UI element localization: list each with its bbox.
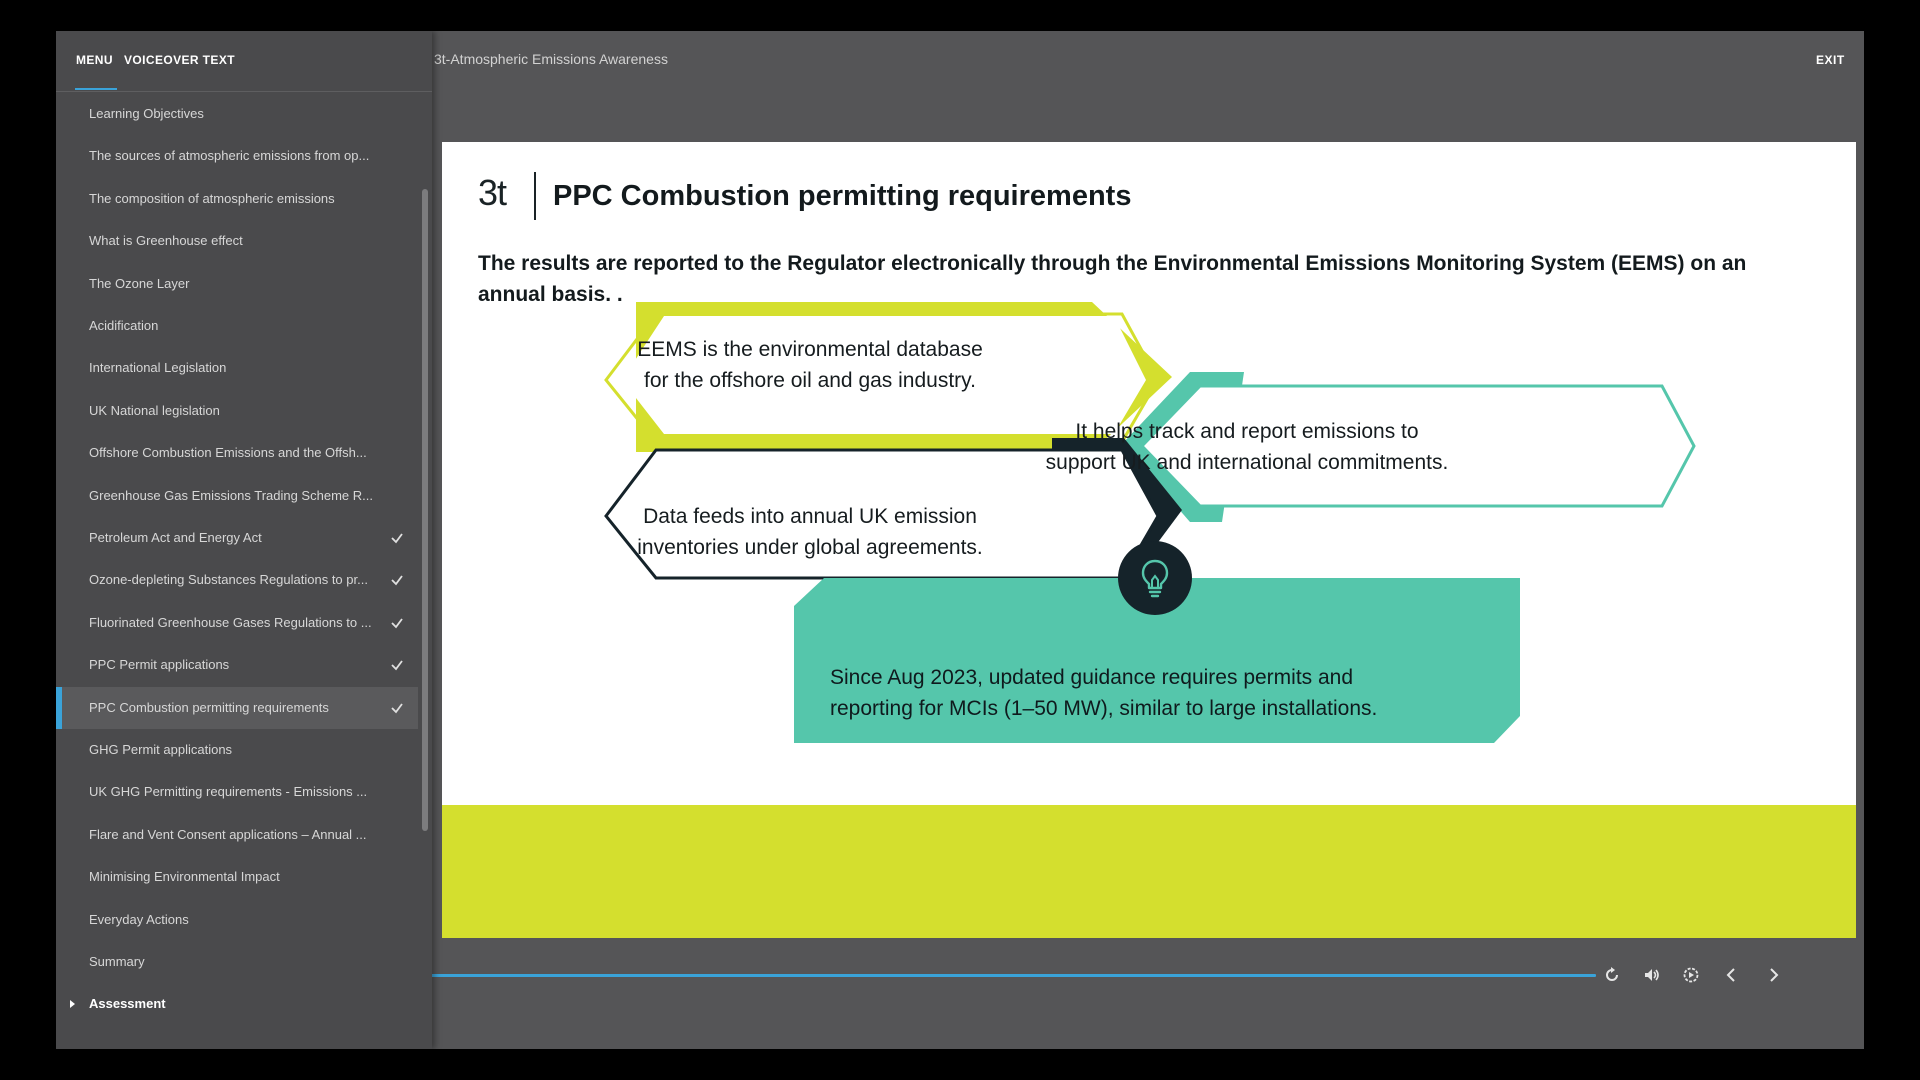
sidebar-item[interactable]	[56, 263, 418, 305]
sidebar-item-label: Learning Objectives	[89, 106, 204, 121]
lime-background-band	[442, 805, 1856, 938]
sidebar-item[interactable]	[56, 390, 418, 432]
sidebar-item[interactable]	[56, 559, 418, 601]
hexagon-teal-text-line: It helps track and report emissions to	[1075, 420, 1419, 443]
sidebar-item-label: PPC Permit applications	[89, 657, 230, 673]
sidebar-item[interactable]	[56, 602, 418, 644]
hexagon-teal-text-line: support UK and international commitments.	[1045, 451, 1449, 474]
hexagon-navy-text-line: inventories under global agreements.	[637, 536, 983, 559]
sidebar	[56, 31, 432, 1049]
lightbulb-icon	[1139, 558, 1171, 598]
sidebar-item-label: Minimising Environmental Impact	[89, 869, 280, 885]
logo-divider	[534, 172, 536, 220]
progress-bar[interactable]	[428, 974, 1596, 977]
hexagon-lime-text-line: EEMS is the environmental database	[637, 338, 983, 361]
progress-bar-fill	[428, 974, 1596, 977]
sidebar-item-label: Acidification	[89, 318, 159, 333]
sidebar-item-label: Flare and Vent Consent applications – Annual ...	[89, 826, 367, 842]
previous-slide-button[interactable]	[1724, 966, 1738, 984]
tip-text-line: Since Aug 2023, updated guidance requires permits and	[830, 666, 1354, 689]
hexagon-teal-text	[1007, 416, 1487, 478]
brand-logo-3t: 3t	[478, 172, 507, 213]
hexagon-navy-text-line: Data feeds into annual UK emission	[643, 505, 977, 528]
next-slide-button[interactable]	[1767, 966, 1781, 984]
sidebar-item[interactable]	[56, 687, 418, 729]
sidebar-item-label: Assessment	[89, 996, 166, 1012]
sidebar-item[interactable]	[56, 729, 418, 771]
sidebar-item[interactable]	[56, 517, 418, 559]
tab-menu[interactable]: MENU	[76, 53, 113, 67]
sidebar-item[interactable]	[56, 220, 418, 262]
tip-text	[830, 662, 1450, 724]
slide-subtitle: The results are reported to the Regulator electronically through the Environmental Emissions Monitoring System (EEMS) on an annual basis. .	[478, 252, 1747, 306]
sidebar-item-label: UK National legislation	[89, 402, 220, 418]
checkmark-icon	[390, 701, 404, 715]
course-title: 3t-Atmospheric Emissions Awareness	[434, 51, 668, 67]
sidebar-item[interactable]	[56, 347, 418, 389]
sidebar-scrollbar-thumb[interactable]	[422, 189, 428, 831]
sidebar-item-label: UK GHG Permitting requirements - Emissions ...	[89, 784, 368, 800]
volume-button[interactable]	[1643, 966, 1661, 984]
menu-list	[56, 91, 418, 1049]
sidebar-item-label: Petroleum Act and Energy Act	[89, 530, 262, 545]
sidebar-item-label: International Legislation	[89, 360, 227, 376]
sidebar-item[interactable]	[56, 856, 418, 898]
checkmark-icon	[390, 531, 404, 545]
sidebar-item-label: Ozone-depleting Substances Regulations to pr...	[89, 572, 368, 588]
sidebar-item-label: The composition of atmospheric emissions	[89, 190, 335, 206]
checkmark-icon	[390, 573, 404, 587]
replay-button[interactable]	[1603, 966, 1621, 984]
sidebar-item[interactable]	[56, 983, 418, 1025]
hexagon-lime-text	[610, 334, 1010, 396]
tab-voiceover-text[interactable]: VOICEOVER TEXT	[124, 53, 235, 67]
sidebar-item[interactable]	[56, 135, 418, 177]
sidebar-item-label: The Ozone Layer	[89, 275, 190, 291]
exit-button[interactable]: EXIT	[1816, 53, 1845, 67]
slide-title: PPC Combustion permitting requirements	[553, 180, 1132, 212]
checkmark-icon	[390, 616, 404, 630]
sidebar-item[interactable]	[56, 178, 418, 220]
sidebar-item[interactable]	[56, 771, 418, 813]
sidebar-item[interactable]	[56, 475, 418, 517]
active-item-indicator	[56, 687, 62, 729]
sidebar-item-label: Summary	[89, 954, 145, 969]
sidebar-item-label: Greenhouse Gas Emissions Trading Scheme R...	[89, 487, 373, 503]
sidebar-item-label: What is Greenhouse effect	[89, 233, 243, 249]
sidebar-item[interactable]	[56, 432, 418, 474]
tip-text-line: reporting for MCIs (1–50 MW), similar to large installations.	[830, 697, 1378, 720]
sidebar-item[interactable]	[56, 899, 418, 941]
sidebar-item[interactable]	[56, 644, 418, 686]
sidebar-item-label: Everyday Actions	[89, 911, 189, 927]
sidebar-item-label: Offshore Combustion Emissions and the Offsh...	[89, 445, 367, 461]
expand-arrow-icon[interactable]	[70, 1000, 75, 1008]
hexagon-lime-text-line: for the offshore oil and gas industry.	[644, 369, 976, 392]
sidebar-item-label: PPC Combustion permitting requirements	[89, 699, 329, 715]
sidebar-item[interactable]	[56, 93, 418, 135]
sidebar-item-label: Fluorinated Greenhouse Gases Regulations to ...	[89, 614, 372, 630]
active-tab-indicator	[75, 88, 117, 90]
sidebar-item-label: GHG Permit applications	[89, 742, 233, 757]
sidebar-item-label: The sources of atmospheric emissions from op...	[89, 148, 370, 164]
sidebar-item[interactable]	[56, 305, 418, 347]
slide-canvas	[442, 142, 1856, 938]
speed-button[interactable]	[1682, 966, 1700, 984]
checkmark-icon	[390, 658, 404, 672]
sidebar-item[interactable]	[56, 814, 418, 856]
hexagon-navy-text	[600, 501, 1020, 563]
sidebar-tabs	[56, 31, 432, 92]
app-window	[56, 31, 1864, 1049]
sidebar-item[interactable]	[56, 941, 418, 983]
